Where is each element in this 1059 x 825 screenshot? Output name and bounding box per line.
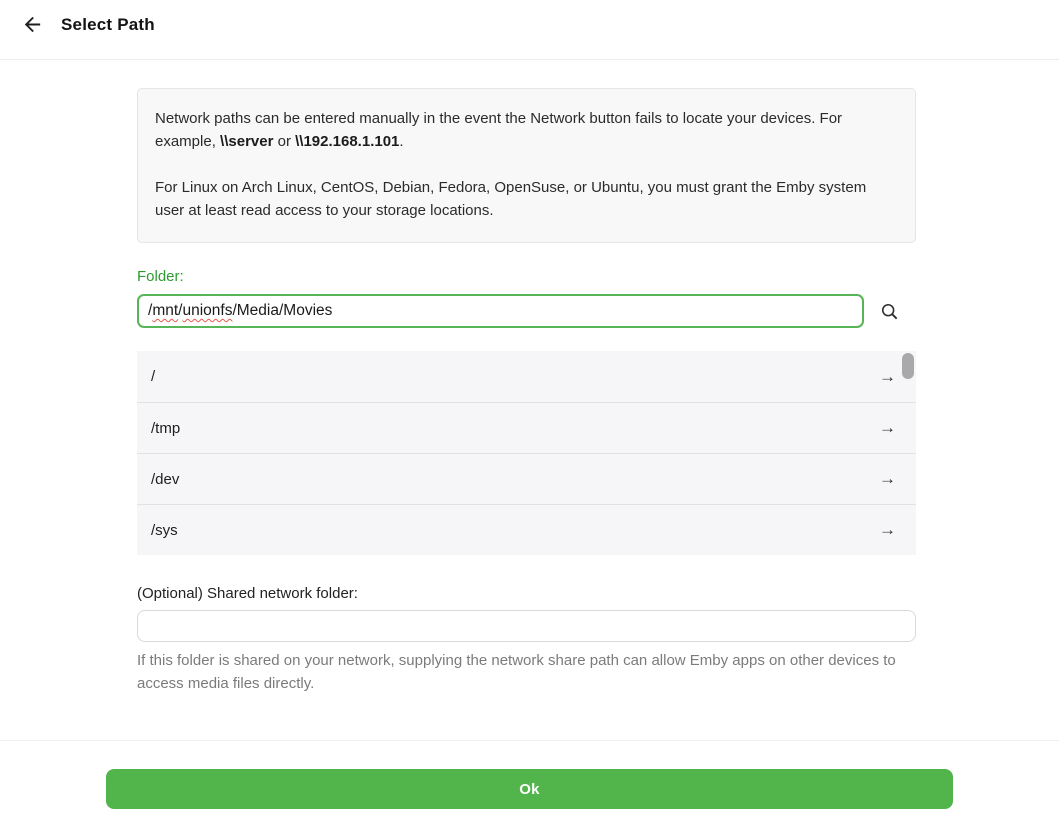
path-segment-misspelled: unionfs (182, 302, 233, 319)
back-button[interactable] (10, 3, 54, 47)
info-paragraph-network (155, 107, 898, 153)
network-paths-info-box (137, 88, 916, 243)
directory-item-root[interactable] (137, 351, 916, 402)
header-bar (0, 0, 1059, 60)
arrow-left-icon (21, 13, 44, 36)
directory-item-dev[interactable] (137, 453, 916, 504)
path-segment: / (148, 302, 153, 319)
folder-input[interactable] (137, 294, 864, 328)
info-paragraph-linux: For Linux on Arch Linux, CentOS, Debian, Fedora, OpenSuse, or Ubuntu, you must grant the Emby system user at least read access to your storage locations. (155, 179, 867, 219)
arrow-right-icon: → (879, 366, 896, 386)
folder-input-row (137, 292, 916, 330)
shared-network-folder-help-text: If this folder is shared on your network, supplying the network share path can allow Emby apps on other devices to access media files directly. (137, 652, 896, 692)
directory-item-label: /sys (151, 521, 178, 539)
shared-network-folder-input[interactable] (137, 610, 916, 642)
ok-button[interactable]: Ok (106, 769, 953, 809)
example-ip-path: \\192.168.1.101 (295, 133, 400, 150)
directory-item-label: /dev (151, 470, 180, 488)
example-server-path: \\server (220, 133, 274, 150)
folder-label: Folder: (137, 268, 184, 285)
path-segment: /Media/Movies (232, 302, 333, 319)
arrow-right-icon: → (879, 418, 896, 437)
info-text: Network paths can be entered manually in the event the Network button fails to locate your devices. For example, (155, 110, 843, 150)
path-segment: / (178, 302, 183, 319)
scrollbar-thumb[interactable] (902, 353, 914, 379)
info-text: or (273, 133, 296, 150)
directory-item-label: /tmp (151, 419, 181, 437)
network-search-button[interactable] (870, 292, 908, 330)
directory-item-tmp[interactable] (137, 402, 916, 453)
directory-list (137, 351, 916, 555)
directory-item-sys[interactable] (137, 504, 916, 555)
search-icon (879, 301, 900, 322)
info-text: . (399, 133, 404, 150)
footer-bar (0, 740, 1059, 825)
shared-network-folder-label: (Optional) Shared network folder: (137, 585, 358, 602)
page-title: Select Path (61, 14, 155, 34)
select-path-form (137, 88, 916, 695)
arrow-right-icon: → (879, 520, 896, 539)
arrow-right-icon: → (879, 469, 896, 488)
path-segment-misspelled: mnt (152, 302, 179, 319)
directory-item-label: / (151, 368, 156, 385)
